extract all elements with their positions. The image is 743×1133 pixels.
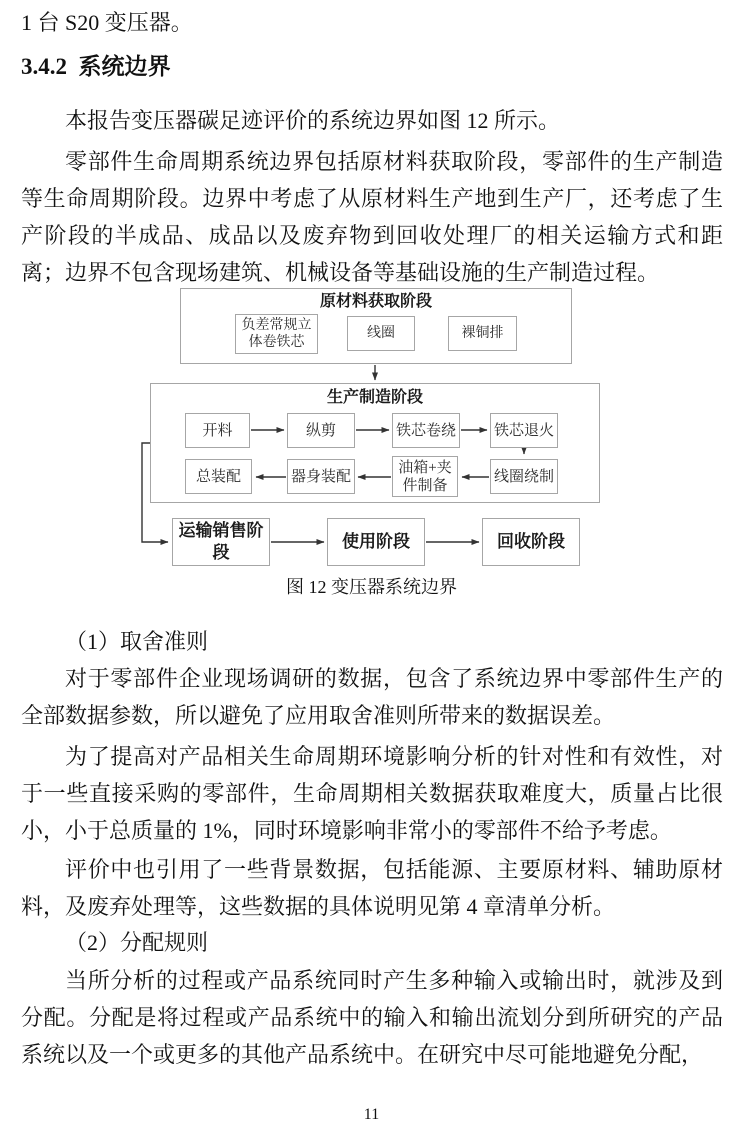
stage-box-use: 使用阶段: [327, 518, 425, 566]
process-box-coil-winding: 线圈绕制: [490, 459, 558, 494]
figure-12-diagram: [0, 288, 743, 578]
figure-caption: 图 12 变压器系统边界: [286, 577, 457, 597]
paragraph-cutoff-rule: 为了提高对产品相关生命周期环境影响分析的针对性和有效性，对于一些直接采购的零部件，生命周期相关数据获取难度大，质量占比很小，小于总质量的 1%，同时环境影响非常小的零部件不给予考虑。: [21, 744, 723, 843]
process-box-slitting: 纵剪: [287, 413, 355, 448]
process-box-tank-clamp-prep: 油箱+夹件制备: [392, 456, 458, 497]
section-heading: 3.4.2 系统边界: [21, 54, 171, 79]
stage-box-recycle: 回收阶段: [482, 518, 580, 566]
material-stage-title: 原材料获取阶段: [319, 293, 432, 310]
material-item-coil: 线圈: [347, 316, 415, 351]
page-number: 11: [363, 1106, 380, 1123]
material-item-wound-core: 负差常规立体卷铁芯: [235, 314, 318, 354]
item2-heading: （2）分配规则: [65, 930, 209, 955]
process-box-cutting: 开料: [185, 413, 250, 448]
paragraph-intro: 本报告变压器碳足迹评价的系统边界如图 12 所示。: [65, 108, 561, 133]
paragraph-boundary: 零部件生命周期系统边界包括原材料获取阶段，零部件的生产制造等生命周期阶段。边界中考虑了从原材料生产地到生产厂，还考虑了生产阶段的半成品、成品以及废弃物到回收处理厂的相关运输方式和距离；边界不包含现场建筑、机械设备等基础设施的生产制造过程。: [21, 149, 723, 285]
paragraph-allocation: 当所分析的过程或产品系统同时产生多种输入或输出时，就涉及到分配。分配是将过程或产品系统中的输入和输出流划分到所研究的产品系统以及一个或更多的其他产品系统中。在研究中尽可能地避免分配，: [21, 968, 723, 1067]
item1-heading: （1）取舍准则: [65, 629, 209, 654]
stage-box-transport-sale: 运输销售阶段: [172, 518, 270, 566]
paragraph-background-data: 评价中也引用了一些背景数据，包括能源、主要原材料、辅助原材料，及废弃处理等，这些数据的具体说明见第 4 章清单分析。: [21, 857, 723, 919]
process-box-final-assembly: 总装配: [185, 459, 252, 494]
process-box-core-winding: 铁芯卷绕: [392, 413, 460, 448]
paragraph-cutoff-survey: 对于零部件企业现场调研的数据，包含了系统边界中零部件生产的全部数据参数，所以避免了应用取舍准则所带来的数据误差。: [21, 666, 723, 728]
process-box-body-assembly: 器身装配: [287, 459, 355, 494]
process-box-core-annealing: 铁芯退火: [490, 413, 558, 448]
manufacturing-stage-title: 生产制造阶段: [326, 389, 423, 406]
intro-line: 1 台 S20 变压器。: [21, 10, 193, 35]
material-item-bare-copper-bar: 裸铜排: [448, 316, 517, 351]
